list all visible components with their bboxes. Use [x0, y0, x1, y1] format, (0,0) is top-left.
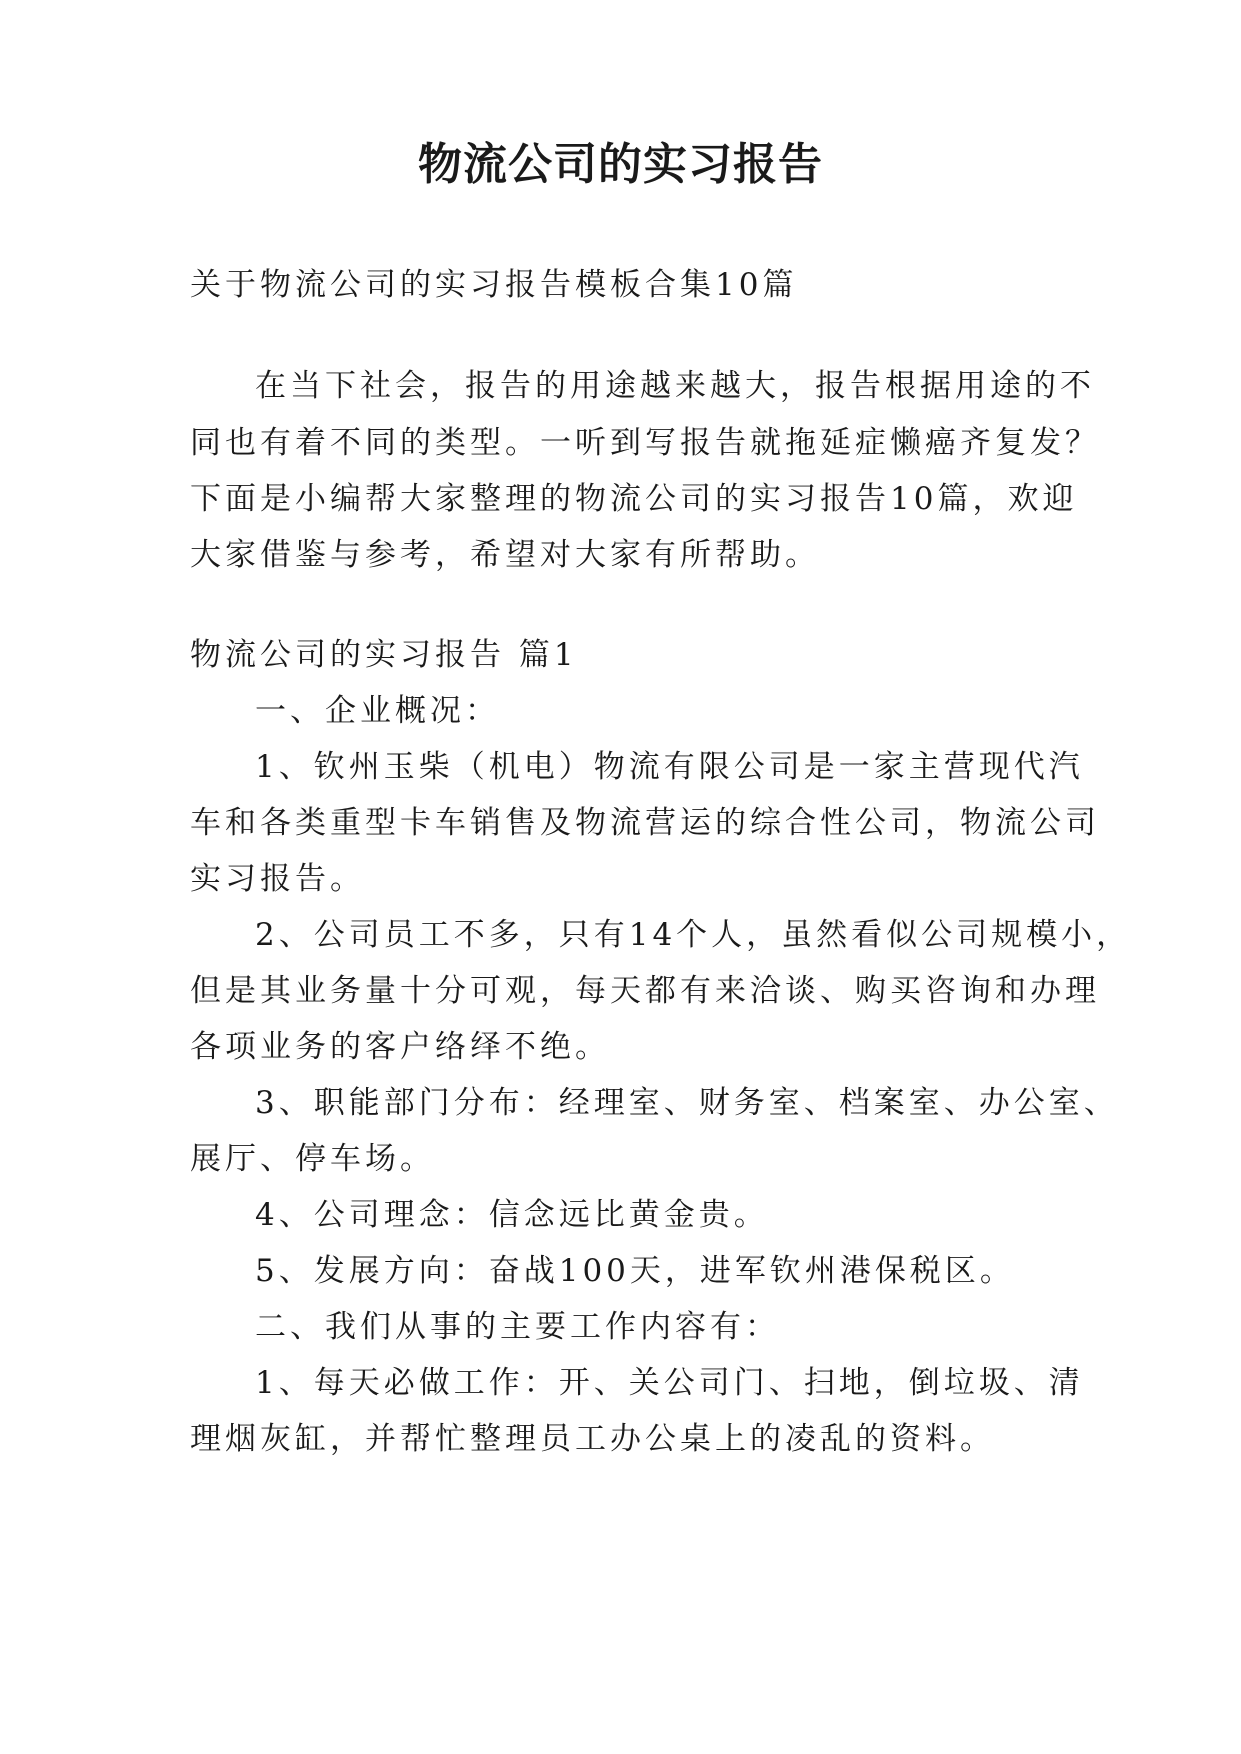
- body-line: 二、我们从事的主要工作内容有：: [255, 1309, 780, 1345]
- body-line: 2、公司员工不多，只有14个人，虽然看似公司规模小，: [255, 917, 1132, 953]
- intro-line: 在当下社会，报告的用途越来越大，报告根据用途的不: [255, 368, 1095, 404]
- intro-line: 大家借鉴与参考，希望对大家有所帮助。: [190, 537, 820, 573]
- body-line: 5、发展方向：奋战100天，进军钦州港保税区。: [255, 1253, 1015, 1289]
- body-line: 各项业务的客户络绎不绝。: [190, 1029, 610, 1065]
- body-line: 理烟灰缸，并帮忙整理员工办公桌上的凌乱的资料。: [190, 1421, 995, 1457]
- body-line: 4、公司理念：信念远比黄金贵。: [255, 1197, 769, 1233]
- body-line: 展厅、停车场。: [190, 1141, 435, 1177]
- body-line: 实习报告。: [190, 861, 365, 897]
- body-line: 1、钦州玉柴（机电）物流有限公司是一家主营现代汽: [255, 749, 1084, 785]
- intro-line: 下面是小编帮大家整理的物流公司的实习报告10篇，欢迎: [190, 481, 1078, 517]
- document-subtitle: 关于物流公司的实习报告模板合集10篇: [190, 267, 798, 303]
- document-title: 物流公司的实习报告: [418, 139, 823, 190]
- section-heading: 物流公司的实习报告 篇1: [190, 637, 578, 673]
- body-line: 车和各类重型卡车销售及物流营运的综合性公司，物流公司: [190, 805, 1100, 841]
- body-line: 3、职能部门分布：经理室、财务室、档案室、办公室、: [255, 1085, 1119, 1121]
- intro-line: 同也有着不同的类型。一听到写报告就拖延症懒癌齐复发？: [190, 425, 1100, 461]
- body-line: 1、每天必做工作：开、关公司门、扫地，倒垃圾、清: [255, 1365, 1084, 1401]
- body-line: 一、企业概况：: [255, 693, 500, 729]
- body-line: 但是其业务量十分可观，每天都有来洽谈、购买咨询和办理: [190, 973, 1100, 1009]
